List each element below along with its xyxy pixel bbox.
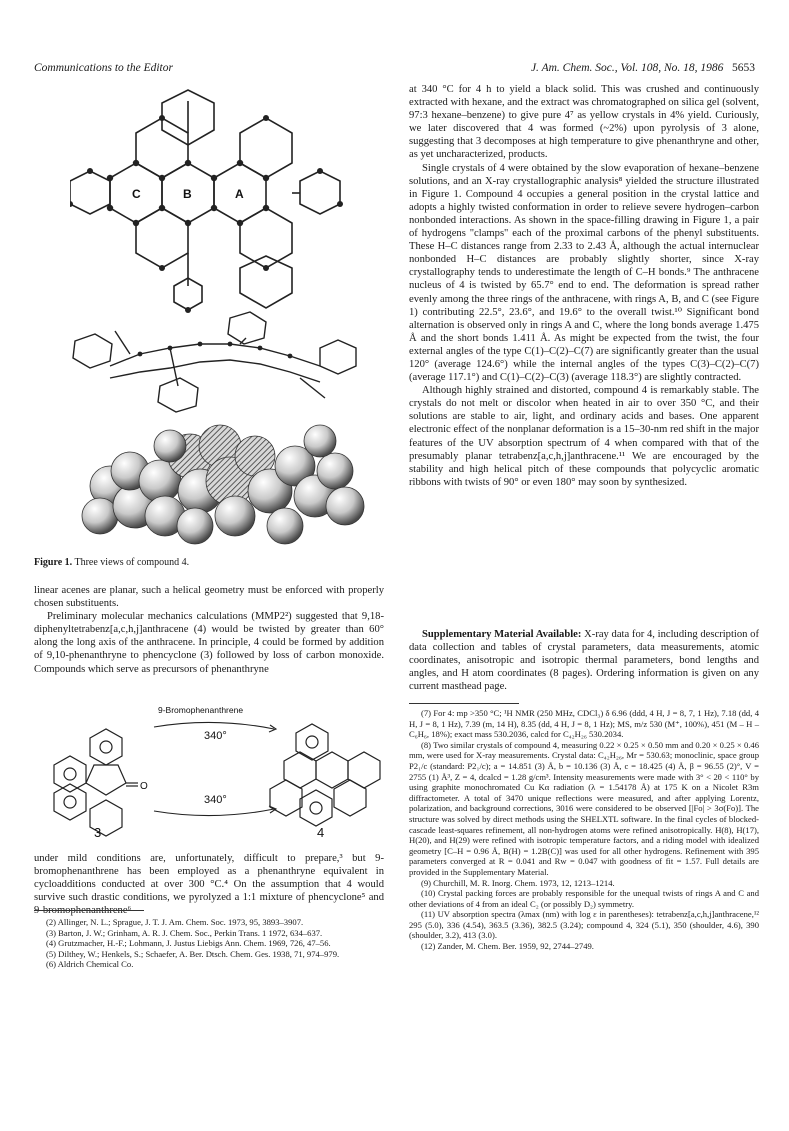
- page-number: 5653: [732, 62, 755, 74]
- figure-1-three-views: [70, 86, 390, 554]
- compound-4-label: 4: [317, 825, 325, 840]
- right-column-body: [409, 83, 759, 489]
- ortep-atoms: [70, 115, 343, 313]
- scheme-reagent: 9-Bromophenanthrene: [158, 705, 244, 715]
- footnotes-right: [409, 708, 759, 952]
- journal-abbrev: J. Am. Chem. Soc.,: [530, 62, 618, 74]
- footnote-7: (7) For 4: mp >350 °C; ¹H NMR (250 MHz, CDCl₃) δ 6.96 (ddd, 4 H, J = 8, 7, 1 Hz), 7.18 (dd, 4 H, J = 8, 1 Hz), 7.39 (m, 14 H), 8.35 (dd, 4 H, J = 8, 1 Hz); MS, m/z 530 (M⁺, 100%), 451 (M – H – C₆H₆, 18%); exact mass 530.2036, calcd for C₄₂H₂₆ 530.2034.: [409, 708, 759, 740]
- paragraph: Preliminary molecular mechanics calculations (MMP2²) suggested that 9,18-diphenyltetrabenz[a,c,h,j]anthracene (4) would be twisted by greater than 60° along the long axis of the anthracene. In principle, 4 could be formed by addition of 9,10-phenanthryne to phencyclone (3) followed by loss of carbon monoxide. Compounds which serve as precursors of phenanthryne: [34, 611, 384, 675]
- ortep-view: [70, 90, 340, 310]
- footnote-9: (9) Churchill, M. R. Inorg. Chem. 1973, 12, 1213–1214.: [421, 877, 615, 888]
- volume-issue: Vol. 108, No. 18, 1986: [620, 62, 724, 74]
- running-header-citation: [531, 62, 755, 74]
- scheme-carbonyl: O: [140, 781, 148, 792]
- ring-label-c: C: [132, 187, 141, 201]
- running-header-section: Communications to the Editor: [34, 62, 173, 74]
- paragraph: Single crystals of 4 were obtained by the slow evaporation of hexane–benzene solutions, and an X-ray crystallographic analysis⁸ yielded the structure illustrated in Figure 1. Compound 4 occupies a general position in the crystal lattice and adopts a highly twisted conformation in order to relieve severe hydrogen–carbon nonbonded interactions. As shown in the space-filling drawing in Figure 1, a pair of hydrogens "clamps" each of the proximal carbons of the phenyl substituents. These H–C distances range from 2.33 to 2.43 Å, although the actual internuclear nonbonded H–C distances are probably slightly shorter, since X-ray crystallography tends to underestimate the length of C–H bonds.⁹ The anthracene nucleus of 4 is twisted by 65.7° end to end. The deformation is spread rather evenly among the three rings of the anthracene, with rings A, B, and C (see Figure 1) contributing 22.5°, 23.6°, and 19.6° to the overall twist.¹⁰ Significant bond alternation is observed only in rings A and C, where the long bonds average 1.475 Å and the short bonds 1.411 Å. As might be expected from the twist, the four external angles of the type C(1)–C(2)–C(7) are significantly greater than the usual 120° (average 124.6°) while the internal angles of the types C(3)–C(2)–C(7) (average 117.1°) and C(1)–C(2)–C(3) (average 118.3°) are slightly contracted.: [409, 162, 759, 384]
- figure-caption-label: Figure 1.: [34, 557, 73, 568]
- footnote-11: (11) UV absorption spectra (λmax (nm) with log ε in parentheses): tetrabenz[a,c,h,j]anthracene,¹² 295 (5.0), 336 (4.54), 363.5 (3.36), 382.5 (3.24); compound 4, 324 (5.1), 350 (shoulder, 4.6), 390 (shoulder, 3.2), 413 (3.0).: [409, 909, 759, 941]
- paragraph: Although highly strained and distorted, compound 4 is remarkably stable. The crystals do not melt or discolor when heated in air to over 350 °C, and their solutions are stable to air, light, and ordinary acids and bases. One apparent electronic effect of the nonplanar deformation is a 15–30-nm red shift in the major features of the UV absorption spectrum of 4 when compared with that of the presumably planar tetrabenz[a,c,h,j]anthracene.¹¹ We are encouraged by the stability and high helical pitch of these compounds that polycyclic aromatic ribbons with twists of 90° or even 180° may soon by synthesized.: [409, 385, 759, 488]
- footnote-6: (6) Aldrich Chemical Co.: [46, 959, 134, 970]
- structure-phencyclone: [54, 729, 138, 836]
- reaction-scheme: [34, 703, 384, 843]
- footnote-rule-right: [409, 703, 519, 704]
- supplementary-text: X-ray data for 4, including description of data collection and tables of crystal parameters, data measurements, atomic coordinates, anisotropic and isotropic thermal parameters, bond lengths and angles, and H atom coordinates (8 pages). Ordering information is given on any current masthead page.: [409, 629, 759, 693]
- figure-caption-text: Three views of compound 4.: [74, 557, 190, 568]
- footnote-12: (12) Zander, M. Chem. Ber. 1959, 92, 2744–2749.: [421, 941, 594, 952]
- footnote-10: (10) Crystal packing forces are probably responsible for the unequal twists of rings A and C and other deviations of 4 from an ideal C₂ (or possibly D₂) symmetry.: [409, 888, 759, 909]
- footnote-8: (8) Two similar crystals of compound 4, measuring 0.22 × 0.25 × 0.50 mm and 0.20 × 0.25 × 0.46 mm, were used for X-ray measurements. Crystal data: C₄₂H₂₆, Mr = 530.63; monoclinic, space group P2₁/c (standard: P2₁/c); a = 14.851 (3) Å, b = 10.136 (3) Å, c = 18.425 (4) Å, β = 96.55 (2)°, V = 2755 (1) Å³, Z = 4, dcalcd = 1.28 g/cm³. Intensity measurements were made with 3° < 2θ < 110° by using graphite monochromated Cu Kα radiation (λ = 1.54178 Å) at 175 K on a Nicolet R3m diffractometer. A total of 3470 unique reflections were measured, and after applying Lorentz, polarization, and background corrections, 3016 were considered to be observed [|Fo| > 3σ(Fo)]. The structure was solved by direct methods using the SHELXTL software. In the final cycles of blocked-cascade least-squares refinement, all non-hydrogen atoms were refined anisotropically. H(8), H(17), H(20), and H(29) were refined with isotropic temperature factors, and a riding model with idealized geometry [C–H = 0.96 Å, B(H) = 1.2B(C)] was used for all other hydrogens. Refinement with 395 parameters converged at R = 0.041 and Rw = 0.047 with goodness of fit = 1.57. Full details are provided in the Supplementary Material.: [409, 739, 759, 877]
- supplementary-material: [409, 628, 759, 693]
- scheme-temp-top: 340°: [204, 730, 227, 742]
- compound-3-label: 3: [94, 825, 102, 840]
- scheme-temp-bottom: 340°: [204, 794, 227, 806]
- supplementary-title: Supplementary Material Available:: [422, 629, 582, 640]
- footnote-5: (5) Dilthey, W.; Henkels, S.; Schaefer, A. Ber. Dtsch. Chem. Ges. 1938, 71, 974–979.: [46, 948, 340, 959]
- paragraph: at 340 °C for 4 h to yield a black solid. This was crushed and continuously extracted with hexane, and the extract was chromatographed on silica gel (solvent, 97:3 hexane–benzene) to give pure 4⁷ as yellow crystals in 4% yield. Curiously, we later discovered that 4 was formed (~2%) upon pyrolysis of 3 alone, suggesting that 3 decomposes at high temperature to give phenanthryne and other, as yet uncharacterized, products.: [409, 84, 759, 161]
- left-column-upper: [34, 584, 384, 676]
- footnotes-left: [34, 917, 384, 970]
- paragraph: linear acenes are planar, such a helical geometry must be enforced with properly chosen substituents.: [34, 585, 384, 610]
- footnote-rule-left: [34, 910, 144, 911]
- left-column-lower: [34, 852, 384, 917]
- footnote-3: (3) Barton, J. W.; Grinham, A. R. J. Chem. Soc., Perkin Trans. 1 1972, 634–637.: [46, 927, 323, 938]
- ring-label-b: B: [183, 187, 192, 201]
- space-filling-view: [82, 425, 364, 544]
- footnote-4: (4) Grutzmacher, H.-F.; Lohmann, J. Justus Liebigs Ann. Chem. 1969, 726, 47–56.: [46, 938, 331, 949]
- side-view: [73, 312, 356, 412]
- footnote-2: (2) Allinger, N. L.; Sprague, J. T. J. Am. Chem. Soc. 1973, 95, 3893–3907.: [46, 917, 304, 927]
- figure-caption: [34, 557, 189, 568]
- ring-label-a: A: [235, 187, 244, 201]
- paragraph: under mild conditions are, unfortunately, difficult to prepare,³ but 9-bromophenanthrene has been employed as a phenanthryne equivalent in cycloadditions conducted at over 300 °C.⁴ On the assumption that 4 would survive such drastic conditions, we pyrolyzed a 1:1 mixture of phencyclone⁵ and 9-bromophenanthrene⁶: [34, 853, 384, 917]
- structure-product-4: [270, 724, 380, 826]
